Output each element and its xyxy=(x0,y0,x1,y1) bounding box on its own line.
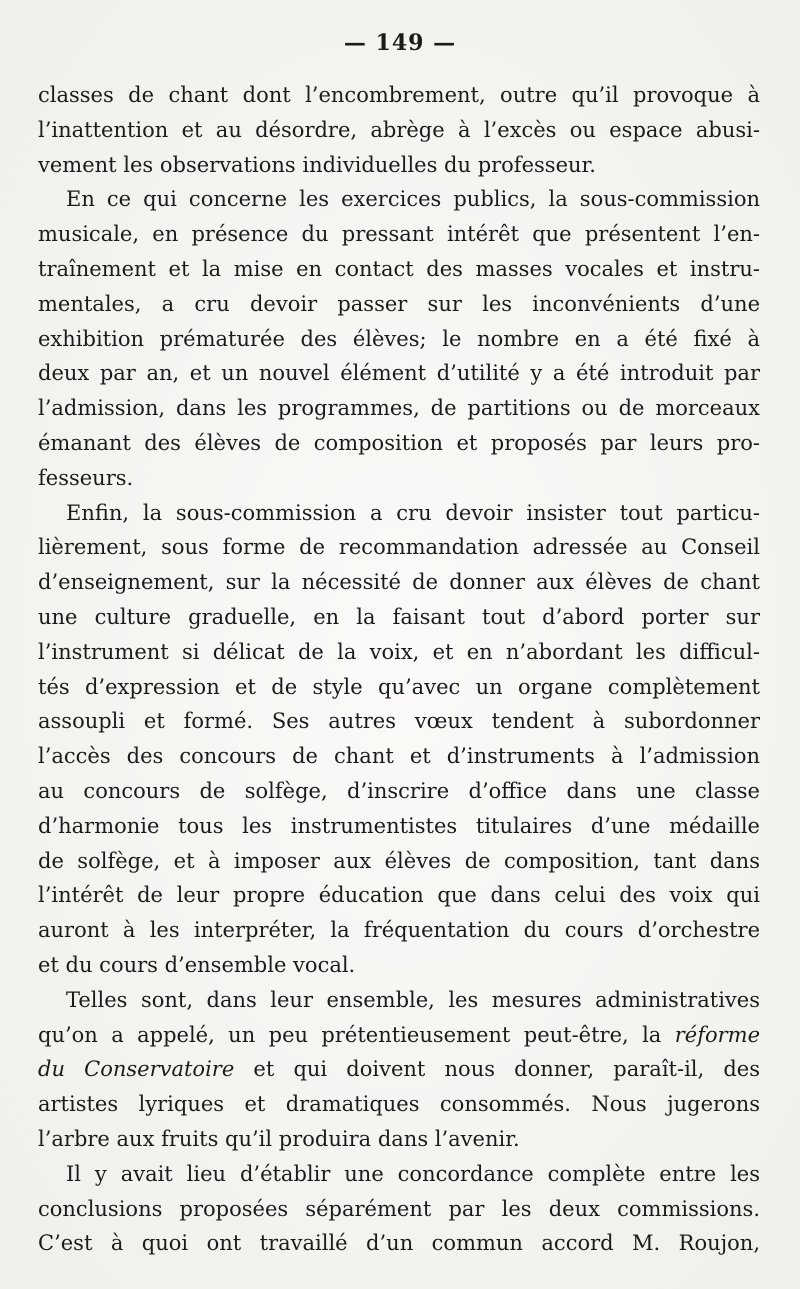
paragraph-3 xyxy=(38,496,760,983)
text-line-prefix: qu’on a appelé, un peu prétentieusement peut-être, la xyxy=(38,1022,662,1047)
text-line: auront à les interpréter, la fréquentation du cours d’orchestre xyxy=(38,918,760,943)
text-line-with-italic xyxy=(38,1052,760,1087)
paragraph-5 xyxy=(38,1157,760,1261)
text-line: Il y avait lieu d’établir une concordance complète entre les xyxy=(66,1161,760,1186)
text-line: Telles sont, dans leur ensemble, les mesures administratives xyxy=(66,987,760,1012)
text-line: lièrement, sous forme de recommandation adressée au Conseil xyxy=(38,535,760,560)
text-line: l’admission, dans les programmes, de partitions ou de morceaux xyxy=(38,396,760,421)
text-line-with-italic xyxy=(38,1018,760,1053)
text-line: de solfège, et à imposer aux élèves de composition, tant dans xyxy=(38,848,760,873)
page-number: — 149 — xyxy=(343,30,457,56)
text-line: Enfin, la sous-commission a cru devoir insister tout particu- xyxy=(66,500,760,525)
text-line: émanant des élèves de composition et proposés par leurs pro- xyxy=(38,430,760,455)
text-line: vement les observations individuelles du professeur. xyxy=(38,152,596,177)
text-line: au concours de solfège, d’inscrire d’office dans une classe xyxy=(38,778,760,803)
text-line: l’intérêt de leur propre éducation que dans celui des voix qui xyxy=(38,883,760,908)
text-line: exhibition prématurée des élèves; le nombre en a été fixé à xyxy=(38,326,760,351)
text-line-suffix: et qui doivent nous donner, paraît-il, des xyxy=(234,1057,760,1082)
text-line: l’accès des concours de chant et d’instruments à l’admission xyxy=(38,744,760,769)
text-line: artistes lyriques et dramatiques consommés. Nous jugerons xyxy=(38,1092,760,1117)
text-line: traînement et la mise en contact des masses vocales et instru- xyxy=(38,256,760,281)
italic-term: réforme xyxy=(674,1022,760,1047)
text-line: classes de chant dont l’encombrement, outre qu’il provoque à xyxy=(38,83,760,107)
text-line: et du cours d’ensemble vocal. xyxy=(38,952,356,977)
body-text xyxy=(38,78,760,1261)
text-line: l’arbre aux fruits qu’il produira dans l’avenir. xyxy=(38,1126,520,1151)
text-line: mentales, a cru devoir passer sur les inconvénients d’une xyxy=(38,291,760,316)
italic-term: du Conservatoire xyxy=(38,1057,235,1082)
text-line: une culture graduelle, en la faisant tout d’abord porter sur xyxy=(38,604,760,629)
text-line: musicale, en présence du pressant intérêt que présentent l’en- xyxy=(38,222,760,247)
text-line: d’enseignement, sur la nécessité de donner aux élèves de chant xyxy=(38,570,760,595)
text-line: En ce qui concerne les exercices publics, la sous-commission xyxy=(66,187,760,212)
text-line: deux par an, et un nouvel élément d’utilité y a été introduit par xyxy=(38,361,760,386)
text-line: C’est à quoi ont travaillé d’un commun accord M. Roujon, xyxy=(38,1231,760,1256)
text-line: fesseurs. xyxy=(38,465,134,490)
text-line: tés d’expression et de style qu’avec un organe complètement xyxy=(38,674,760,699)
text-line: conclusions proposées séparément par les deux commissions. xyxy=(38,1196,760,1221)
text-line: l’inattention et au désordre, abrège à l’excès ou espace abusi- xyxy=(38,117,760,142)
paragraph-1 xyxy=(38,78,760,182)
paragraph-2 xyxy=(38,182,760,495)
paragraph-4 xyxy=(38,983,760,1157)
text-line: l’instrument si délicat de la voix, et en n’abordant les difficul- xyxy=(38,639,760,664)
text-line: assoupli et formé. Ses autres vœux tendent à subordonner xyxy=(38,709,760,734)
text-line: d’harmonie tous les instrumentistes titulaires d’une médaille xyxy=(38,813,760,838)
